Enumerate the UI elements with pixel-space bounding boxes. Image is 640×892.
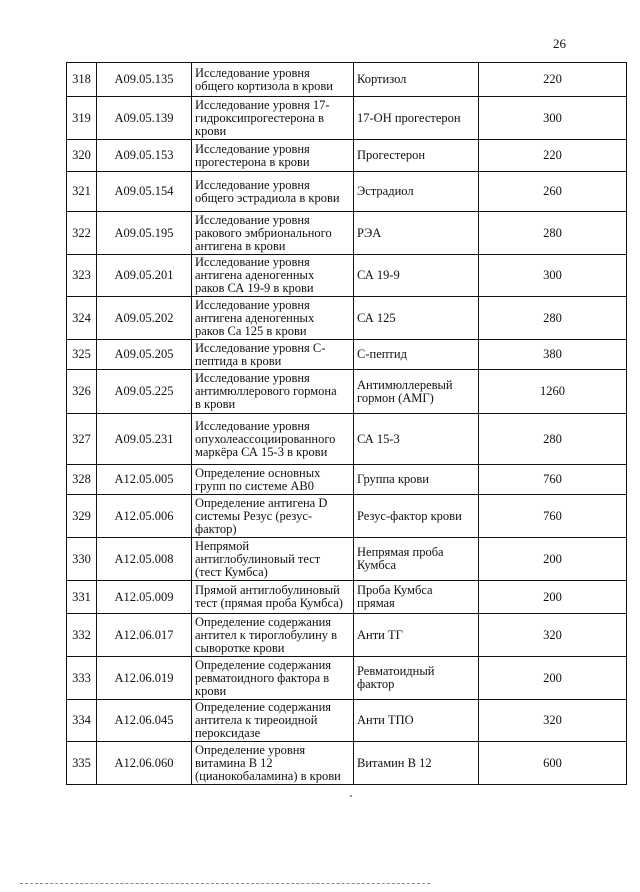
service-name: Исследование уровня опухолеассоциированного маркёра СА 15-3 в крови xyxy=(192,414,354,465)
service-price: 220 xyxy=(479,140,627,172)
service-code: A09.05.205 xyxy=(97,340,192,370)
table-row xyxy=(67,63,627,97)
service-name: Исследование уровня ракового эмбрионального антигена в крови xyxy=(192,212,354,255)
service-code: A12.05.008 xyxy=(97,538,192,581)
service-name: Непрямой антиглобулиновый тест (тест Кумбса) xyxy=(192,538,354,581)
row-number: 320 xyxy=(67,140,97,172)
service-name: Исследование уровня 17- гидроксипрогестерона в крови xyxy=(192,97,354,140)
service-short-name: С-пептид xyxy=(354,340,479,370)
row-number: 326 xyxy=(67,370,97,414)
row-number: 324 xyxy=(67,297,97,340)
service-short-name: СА 15-3 xyxy=(354,414,479,465)
table-row xyxy=(67,742,627,785)
service-price: 260 xyxy=(479,172,627,212)
table-body xyxy=(67,63,627,785)
service-short-name: Непрямая проба Кумбса xyxy=(354,538,479,581)
table-row xyxy=(67,297,627,340)
service-price: 280 xyxy=(479,297,627,340)
table-row xyxy=(67,495,627,538)
service-short-name: Анти ТПО xyxy=(354,700,479,742)
service-short-name: Группа крови xyxy=(354,465,479,495)
service-name: Исследование уровня общего эстрадиола в крови xyxy=(192,172,354,212)
service-code: A09.05.139 xyxy=(97,97,192,140)
table-row xyxy=(67,97,627,140)
service-short-name: СА 19-9 xyxy=(354,255,479,297)
table-row xyxy=(67,255,627,297)
row-number: 327 xyxy=(67,414,97,465)
service-price: 280 xyxy=(479,212,627,255)
service-short-name: Антимюллеревый гормон (АМГ) xyxy=(354,370,479,414)
row-number: 335 xyxy=(67,742,97,785)
service-name: Исследование уровня антигена аденогенных раков СА 19-9 в крови xyxy=(192,255,354,297)
service-price: 200 xyxy=(479,657,627,700)
service-price: 760 xyxy=(479,495,627,538)
row-number: 322 xyxy=(67,212,97,255)
table-row xyxy=(67,657,627,700)
table-row xyxy=(67,172,627,212)
service-code: A12.06.017 xyxy=(97,614,192,657)
row-number: 332 xyxy=(67,614,97,657)
service-price: 280 xyxy=(479,414,627,465)
service-short-name: Прогестерон xyxy=(354,140,479,172)
footer-line xyxy=(20,883,430,884)
service-name: Определение содержания антитела к тиреоидной пероксидазе xyxy=(192,700,354,742)
table-row xyxy=(67,340,627,370)
row-number: 328 xyxy=(67,465,97,495)
row-number: 331 xyxy=(67,581,97,614)
service-short-name: СА 125 xyxy=(354,297,479,340)
service-code: A09.05.202 xyxy=(97,297,192,340)
table-row xyxy=(67,614,627,657)
service-price: 320 xyxy=(479,614,627,657)
service-price: 200 xyxy=(479,538,627,581)
service-name: Исследование уровня антигена аденогенных раков Са 125 в крови xyxy=(192,297,354,340)
service-name: Исследование уровня прогестерона в крови xyxy=(192,140,354,172)
service-name: Исследование уровня общего кортизола в крови xyxy=(192,63,354,97)
service-short-name: Кортизол xyxy=(354,63,479,97)
table-row xyxy=(67,140,627,172)
table-row xyxy=(67,414,627,465)
service-code: A12.06.045 xyxy=(97,700,192,742)
service-name: Исследование уровня антимюллерового гормона в крови xyxy=(192,370,354,414)
service-code: A12.06.060 xyxy=(97,742,192,785)
service-short-name: Резус-фактор крови xyxy=(354,495,479,538)
row-number: 318 xyxy=(67,63,97,97)
service-price: 600 xyxy=(479,742,627,785)
table-row xyxy=(67,700,627,742)
table-row xyxy=(67,581,627,614)
service-short-name: Анти ТГ xyxy=(354,614,479,657)
service-short-name: РЭА xyxy=(354,212,479,255)
service-code: A09.05.231 xyxy=(97,414,192,465)
stray-mark xyxy=(350,795,352,797)
service-short-name: Проба Кумбса прямая xyxy=(354,581,479,614)
service-name: Прямой антиглобулиновый тест (прямая проба Кумбса) xyxy=(192,581,354,614)
row-number: 334 xyxy=(67,700,97,742)
service-short-name: 17-ОН прогестерон xyxy=(354,97,479,140)
row-number: 321 xyxy=(67,172,97,212)
service-name: Определение содержания ревматоидного фактора в крови xyxy=(192,657,354,700)
service-price: 1260 xyxy=(479,370,627,414)
row-number: 323 xyxy=(67,255,97,297)
service-name: Определение содержания антител к тироглобулину в сыворотке крови xyxy=(192,614,354,657)
table-row xyxy=(67,212,627,255)
service-price: 300 xyxy=(479,97,627,140)
service-code: A12.05.006 xyxy=(97,495,192,538)
page-number: 26 xyxy=(553,36,566,51)
table-row xyxy=(67,370,627,414)
service-code: A12.05.005 xyxy=(97,465,192,495)
service-short-name: Ревматоидный фактор xyxy=(354,657,479,700)
row-number: 330 xyxy=(67,538,97,581)
service-name: Исследование уровня С- пептида в крови xyxy=(192,340,354,370)
service-short-name: Эстрадиол xyxy=(354,172,479,212)
row-number: 329 xyxy=(67,495,97,538)
service-price: 300 xyxy=(479,255,627,297)
service-code: A12.06.019 xyxy=(97,657,192,700)
service-code: A09.05.195 xyxy=(97,212,192,255)
services-price-table xyxy=(66,62,627,785)
service-price: 380 xyxy=(479,340,627,370)
service-code: A09.05.135 xyxy=(97,63,192,97)
service-price: 760 xyxy=(479,465,627,495)
service-short-name: Витамин В 12 xyxy=(354,742,479,785)
table-row xyxy=(67,538,627,581)
service-code: A09.05.154 xyxy=(97,172,192,212)
service-price: 320 xyxy=(479,700,627,742)
service-code: A12.05.009 xyxy=(97,581,192,614)
service-name: Определение основных групп по системе АВ0 xyxy=(192,465,354,495)
service-price: 200 xyxy=(479,581,627,614)
service-name: Определение антигена D системы Резус (резус- фактор) xyxy=(192,495,354,538)
row-number: 325 xyxy=(67,340,97,370)
row-number: 333 xyxy=(67,657,97,700)
table-row xyxy=(67,465,627,495)
service-code: A09.05.201 xyxy=(97,255,192,297)
service-code: A09.05.225 xyxy=(97,370,192,414)
service-code: A09.05.153 xyxy=(97,140,192,172)
service-name: Определение уровня витамина В 12 (цианокобаламина) в крови xyxy=(192,742,354,785)
row-number: 319 xyxy=(67,97,97,140)
service-price: 220 xyxy=(479,63,627,97)
